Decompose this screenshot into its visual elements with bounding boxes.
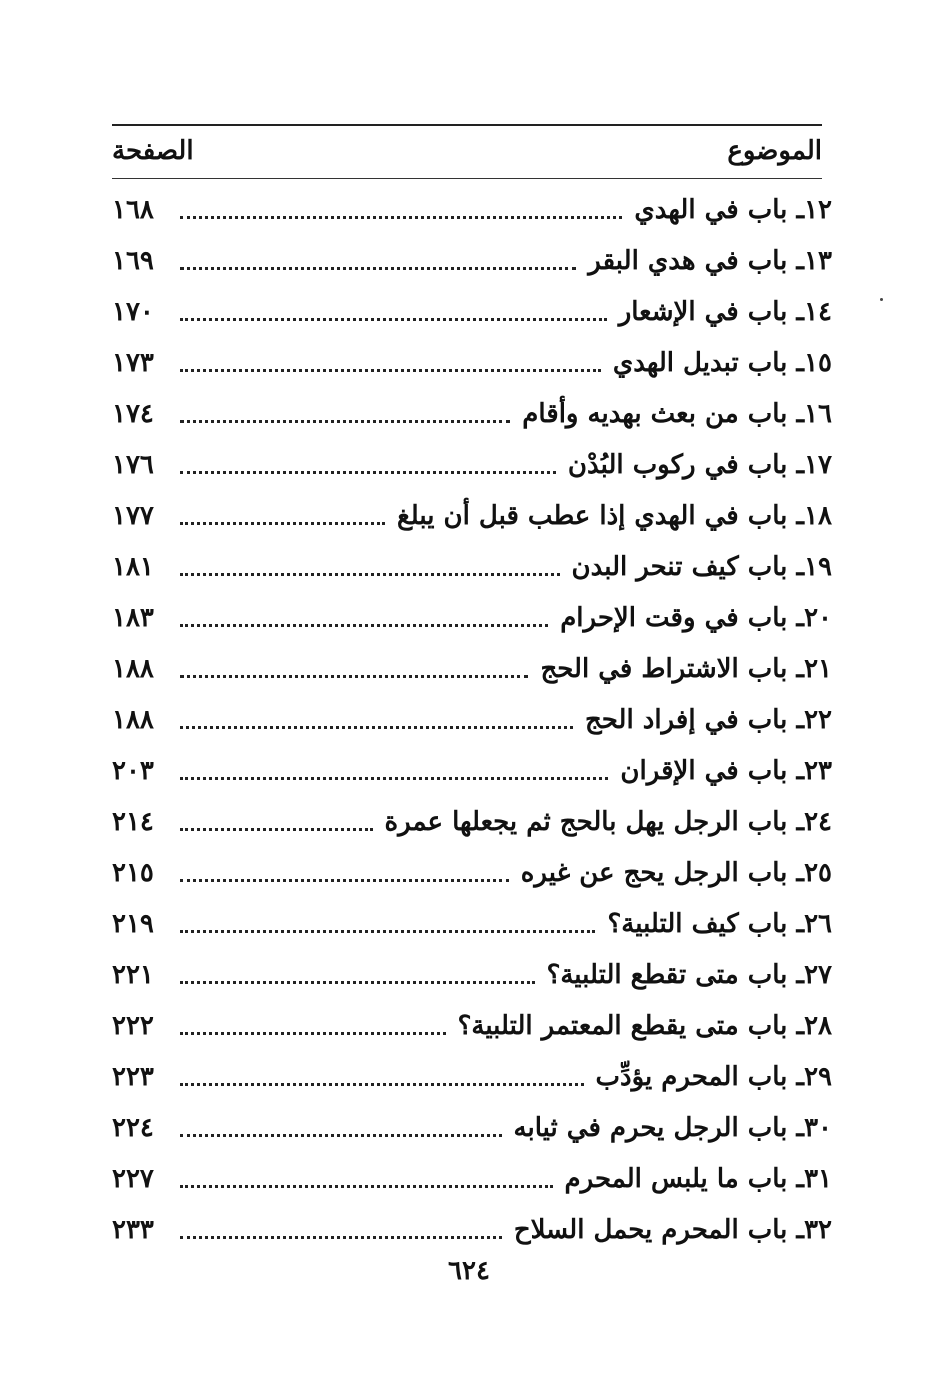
dot-leader xyxy=(180,879,509,882)
dot-leader xyxy=(180,216,622,219)
toc-entry-page: ١٧٤ xyxy=(112,398,154,429)
toc-entry xyxy=(112,541,832,592)
toc-entry-title: ٢٣ـ باب في الإقران xyxy=(620,755,832,786)
toc-entry-page: ٢٢٤ xyxy=(112,1112,154,1143)
toc-entry-page: ٢١٤ xyxy=(112,806,154,837)
table-of-contents xyxy=(112,184,832,1255)
toc-entry-page: ١٨٨ xyxy=(112,704,154,735)
dot-leader xyxy=(180,573,560,576)
toc-entry-page: ٢٢٣ xyxy=(112,1061,154,1092)
dot-leader xyxy=(180,318,607,321)
topic-column-label: الموضوع xyxy=(727,136,822,166)
toc-entry xyxy=(112,1204,832,1255)
toc-entry-page: ١٨٨ xyxy=(112,653,154,684)
toc-entry-title: ٣٠ـ باب الرجل يحرم في ثيابه xyxy=(513,1112,832,1143)
page-number: ٦٢٤ xyxy=(448,1256,490,1286)
toc-entry-title: ٢٠ـ باب في وقت الإحرام xyxy=(560,602,832,633)
toc-entry-title: ١٤ـ باب في الإشعار xyxy=(618,296,832,327)
toc-entry xyxy=(112,745,832,796)
toc-entry-title: ١٦ـ باب من بعث بهديه وأقام xyxy=(522,398,832,429)
dot-leader xyxy=(180,930,595,933)
toc-entry-title: ٢٩ـ باب المحرم يؤدِّب xyxy=(595,1061,832,1092)
toc-entry-title: ٢١ـ باب الاشتراط في الحج xyxy=(540,653,832,684)
dot-leader xyxy=(180,420,510,423)
dot-leader xyxy=(180,1236,502,1239)
toc-entry xyxy=(112,1153,832,1204)
toc-entry-title: ١٩ـ باب كيف تنحر البدن xyxy=(571,551,832,582)
toc-entry-title: ١٢ـ باب في الهدي xyxy=(634,194,832,225)
toc-entry xyxy=(112,439,832,490)
toc-entry xyxy=(112,286,832,337)
dot-leader xyxy=(180,1032,446,1035)
toc-entry xyxy=(112,490,832,541)
dot-leader xyxy=(180,1083,584,1086)
dot-leader xyxy=(180,1134,502,1137)
toc-entry-title: ١٣ـ باب في هدي البقر xyxy=(588,245,832,276)
toc-entry-title: ٢٨ـ باب متى يقطع المعتمر التلبية؟ xyxy=(457,1010,832,1041)
toc-entry xyxy=(112,184,832,235)
toc-entry-title: ١٨ـ باب في الهدي إذا عطب قبل أن يبلغ xyxy=(396,500,832,531)
toc-entry-page: ٢٣٣ xyxy=(112,1214,154,1245)
toc-entry xyxy=(112,1051,832,1102)
toc-entry-page: ١٧٦ xyxy=(112,449,154,480)
toc-entry xyxy=(112,1000,832,1051)
dot-leader xyxy=(180,267,576,270)
toc-entry xyxy=(112,1102,832,1153)
toc-entry xyxy=(112,337,832,388)
toc-entry-page: ٢٠٣ xyxy=(112,755,154,786)
dot-leader xyxy=(180,777,608,780)
dot-leader xyxy=(180,981,535,984)
toc-entry-title: ٢٥ـ باب الرجل يحج عن غيره xyxy=(520,857,832,888)
toc-entry-page: ٢٢٢ xyxy=(112,1010,154,1041)
toc-entry-page: ٢٢٧ xyxy=(112,1163,154,1194)
dot-leader xyxy=(180,726,573,729)
toc-entry-title: ١٥ـ باب تبديل الهدي xyxy=(612,347,832,378)
toc-entry xyxy=(112,847,832,898)
dot-leader xyxy=(180,828,373,831)
page-column-label: الصفحة xyxy=(112,136,194,166)
toc-entry xyxy=(112,949,832,1000)
toc-entry xyxy=(112,235,832,286)
dot-leader xyxy=(180,522,385,525)
toc-entry xyxy=(112,592,832,643)
dot-leader xyxy=(180,369,601,372)
toc-entry-page: ١٧٠ xyxy=(112,296,154,327)
toc-entry-page: ٢١٥ xyxy=(112,857,154,888)
dot-leader xyxy=(180,471,556,474)
toc-entry-page: ١٧٧ xyxy=(112,500,154,531)
toc-entry xyxy=(112,643,832,694)
toc-entry-title: ٣١ـ باب ما يلبس المحرم xyxy=(564,1163,832,1194)
toc-entry-title: ٣٢ـ باب المحرم يحمل السلاح xyxy=(513,1214,832,1245)
dot-leader xyxy=(180,624,548,627)
toc-entry xyxy=(112,796,832,847)
toc-entry xyxy=(112,898,832,949)
header-rule xyxy=(112,178,822,179)
scan-speck xyxy=(880,298,883,301)
toc-entry-page: ١٦٩ xyxy=(112,245,154,276)
toc-entry-title: ٢٢ـ باب في إفراد الحج xyxy=(584,704,832,735)
toc-entry xyxy=(112,694,832,745)
toc-entry xyxy=(112,388,832,439)
toc-entry-title: ٢٧ـ باب متى تقطع التلبية؟ xyxy=(546,959,832,990)
toc-entry-page: ١٧٣ xyxy=(112,347,154,378)
toc-entry-title: ٢٤ـ باب الرجل يهل بالحج ثم يجعلها عمرة xyxy=(384,806,832,837)
toc-entry-page: ٢٢١ xyxy=(112,959,154,990)
toc-entry-page: ٢١٩ xyxy=(112,908,154,939)
toc-entry-page: ١٨٣ xyxy=(112,602,154,633)
toc-entry-page: ١٨١ xyxy=(112,551,154,582)
toc-entry-title: ١٧ـ باب في ركوب البُدْن xyxy=(567,449,832,480)
toc-entry-title: ٢٦ـ باب كيف التلبية؟ xyxy=(607,908,832,939)
dot-leader xyxy=(180,1185,553,1188)
toc-header xyxy=(112,126,822,176)
toc-entry-page: ١٦٨ xyxy=(112,194,154,225)
dot-leader xyxy=(180,675,528,678)
